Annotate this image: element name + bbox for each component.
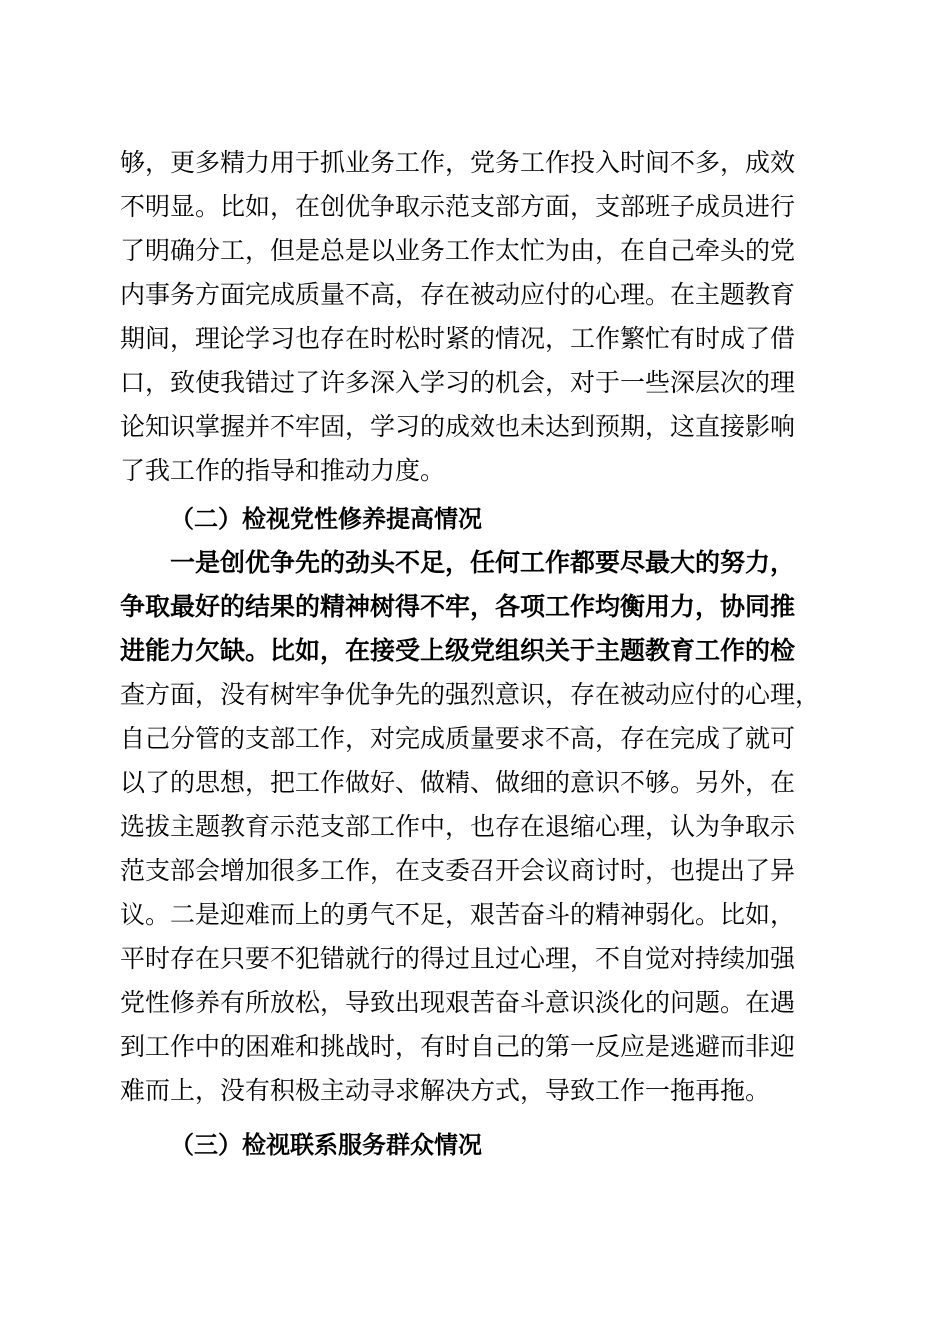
- section-heading: （三）检视联系服务群众情况: [170, 1130, 482, 1159]
- body-text-line: 进能力欠缺。比如，在接受上级党组织关于主题教育工作的检: [120, 636, 796, 665]
- body-text-line: 查方面，没有树牢争优争先的强烈意识，存在被动应付的心理，: [120, 680, 821, 709]
- body-text-line: 选拔主题教育示范支部工作中，也存在退缩心理，认为争取示: [120, 812, 796, 841]
- body-text-line: 自己分管的支部工作，对完成质量要求不高，存在完成了就可: [120, 724, 796, 753]
- body-text-line: 不明显。比如，在创优争取示范支部方面，支部班子成员进行: [120, 192, 796, 221]
- body-text-line: 了我工作的指导和推动力度。: [120, 456, 446, 485]
- body-text-line: 一是创优争先的劲头不足，任何工作都要尽最大的努力，: [170, 548, 796, 577]
- body-text-line: 争取最好的结果的精神树得不牢，各项工作均衡用力，协同推: [120, 592, 796, 621]
- body-text-line: 党性修养有所放松，导致出现艰苦奋斗意识淡化的问题。在遇: [120, 988, 796, 1017]
- body-text-line: 难而上，没有积极主动寻求解决方式，导致工作一拖再拖。: [120, 1076, 771, 1105]
- body-text-line: 期间，理论学习也存在时松时紧的情况，工作繁忙有时成了借: [120, 324, 796, 353]
- body-text-line: 以了的思想，把工作做好、做精、做细的意识不够。另外，在: [120, 768, 796, 797]
- body-text-line: 内事务方面完成质量不高，存在被动应付的心理。在主题教育: [120, 280, 796, 309]
- body-text-line: 论知识掌握并不牢固，学习的成效也未达到预期，这直接影响: [120, 412, 796, 441]
- section-heading: （二）检视党性修养提高情况: [170, 504, 482, 533]
- body-text-line: 够，更多精力用于抓业务工作，党务工作投入时间不多，成效: [120, 148, 796, 177]
- body-text-line: 了明确分工，但是总是以业务工作太忙为由，在自己牵头的党: [120, 236, 796, 265]
- body-text-line: 口，致使我错过了许多深入学习的机会，对于一些深层次的理: [120, 368, 796, 397]
- body-text-line: 议。二是迎难而上的勇气不足，艰苦奋斗的精神弱化。比如，: [120, 900, 796, 929]
- body-text-line: 范支部会增加很多工作，在支委召开会议商讨时，也提出了异: [120, 856, 796, 885]
- body-text-line: 平时存在只要不犯错就行的得过且过心理，不自觉对持续加强: [120, 944, 796, 973]
- body-text-line: 到工作中的困难和挑战时，有时自己的第一反应是逃避而非迎: [120, 1032, 796, 1061]
